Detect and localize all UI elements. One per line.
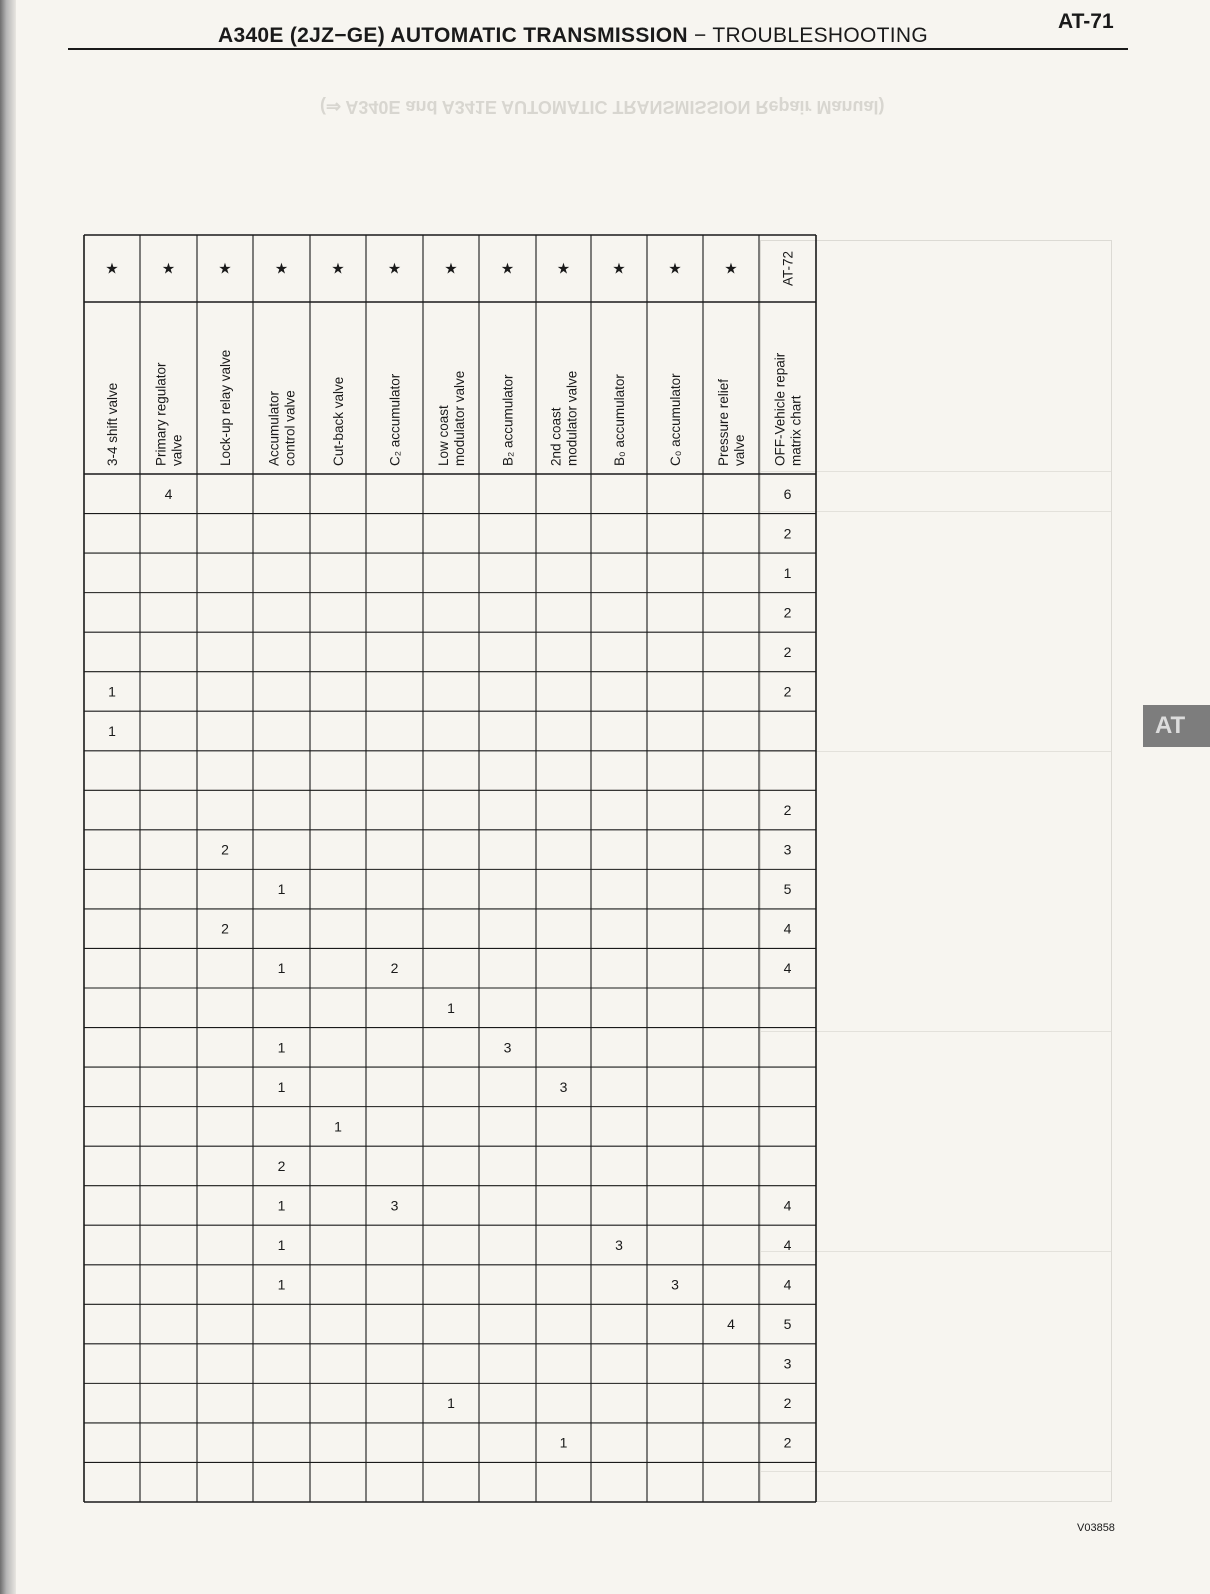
title-section: TROUBLESHOOTING bbox=[712, 24, 929, 47]
reference-page-label: AT-72 bbox=[780, 250, 796, 287]
matrix-cell-value: 1 bbox=[277, 1078, 286, 1095]
matrix-cell-value: 1 bbox=[783, 564, 792, 581]
column-header-label: C₀ accumulator bbox=[668, 373, 683, 466]
matrix-cell-value: 2 bbox=[390, 960, 399, 977]
star-marker: ★ bbox=[387, 259, 402, 278]
column-header-label: B₂ accumulator bbox=[500, 374, 516, 466]
matrix-cell-value: 3 bbox=[783, 1355, 792, 1372]
title-dash: − bbox=[687, 24, 713, 47]
section-tab-at: AT bbox=[1143, 705, 1210, 747]
matrix-cell-value: 2 bbox=[783, 683, 792, 700]
column-header-label: Low coast bbox=[436, 405, 451, 466]
star-marker: ★ bbox=[161, 259, 176, 278]
matrix-cell-value: 3 bbox=[503, 1039, 512, 1056]
matrix-cell-value: 1 bbox=[277, 1276, 286, 1293]
star-marker: ★ bbox=[668, 259, 682, 278]
star-marker: ★ bbox=[105, 259, 119, 278]
matrix-cell-value: 2 bbox=[221, 841, 229, 858]
star-marker: ★ bbox=[556, 259, 571, 278]
page-number: AT-71 bbox=[1058, 10, 1114, 33]
matrix-cell-value: 4 bbox=[783, 1197, 792, 1214]
matrix-cell-value: 1 bbox=[447, 1395, 455, 1412]
star-marker: ★ bbox=[274, 259, 289, 278]
matrix-cell-value: 4 bbox=[164, 485, 173, 502]
matrix-cell-value: 4 bbox=[783, 960, 792, 977]
matrix-cell-value: 1 bbox=[559, 1434, 568, 1451]
column-header-label: modulator valve bbox=[564, 370, 580, 466]
star-marker: ★ bbox=[724, 259, 738, 278]
matrix-cell-value: 1 bbox=[277, 881, 286, 898]
bleed-through-text: (⇒ A340E and A341E AUTOMATIC TRANSMISSION Repair Manual) bbox=[320, 97, 885, 117]
column-header-label: modulator valve bbox=[452, 370, 467, 466]
matrix-cell-value: 2 bbox=[783, 1434, 792, 1451]
column-header-label: control valve bbox=[282, 390, 298, 466]
matrix-cell-value: 2 bbox=[783, 1395, 792, 1412]
matrix-cell-value: 5 bbox=[783, 881, 792, 898]
matrix-cell-value: 1 bbox=[277, 1039, 286, 1056]
matrix-cell-value: 4 bbox=[727, 1316, 735, 1333]
column-header-label: OFF-Vehicle repair bbox=[772, 352, 788, 466]
matrix-cell-value: 1 bbox=[108, 683, 116, 700]
matrix-cell-value: 2 bbox=[277, 1157, 286, 1174]
star-marker: ★ bbox=[331, 259, 345, 278]
matrix-cell-value: 1 bbox=[277, 960, 286, 977]
matrix-cell-value: 4 bbox=[783, 920, 792, 937]
matrix-cell-value: 5 bbox=[783, 1316, 792, 1333]
column-header-label: Cut-back valve bbox=[331, 376, 346, 466]
matrix-cell-value: 3 bbox=[783, 841, 792, 858]
matrix-cell-value: 4 bbox=[783, 1276, 792, 1293]
star-marker: ★ bbox=[218, 259, 232, 278]
matrix-cell-value: 3 bbox=[559, 1078, 568, 1095]
column-header-label: C₂ accumulator bbox=[387, 373, 403, 466]
star-marker: ★ bbox=[444, 259, 458, 278]
matrix-cell-value: 3 bbox=[671, 1276, 679, 1293]
matrix-cell-value: 1 bbox=[277, 1237, 286, 1253]
matrix-cell-value: 3 bbox=[390, 1197, 399, 1214]
column-header-label: Lock-up relay valve bbox=[218, 349, 233, 466]
column-header-label: valve bbox=[169, 434, 185, 466]
matrix-cell-value: 1 bbox=[447, 999, 455, 1016]
matrix-cell-value: 2 bbox=[783, 525, 792, 542]
matrix-cell-value: 1 bbox=[277, 1197, 286, 1214]
star-marker: ★ bbox=[612, 259, 626, 278]
matrix-cell-value: 2 bbox=[783, 802, 792, 819]
matrix-cell-value: 2 bbox=[221, 920, 229, 937]
matrix-cell-value: 1 bbox=[334, 1118, 342, 1135]
column-header-label: Primary regulator bbox=[153, 362, 169, 466]
column-header-label: B₀ accumulator bbox=[612, 374, 627, 466]
figure-code: V03858 bbox=[1077, 1522, 1115, 1534]
matrix-cell-value: 2 bbox=[783, 604, 792, 621]
matrix-cell-value: 6 bbox=[783, 485, 792, 502]
title-main: A340E (2JZ−GE) AUTOMATIC TRANSMISSION bbox=[218, 24, 688, 47]
column-header-label: matrix chart bbox=[788, 395, 804, 466]
matrix-cell-value: 2 bbox=[783, 643, 792, 660]
matrix-cell-value: 3 bbox=[615, 1237, 623, 1253]
matrix-cell-value: 1 bbox=[108, 723, 116, 739]
column-header-label: Accumulator bbox=[266, 390, 282, 466]
column-header-label: 2nd coast bbox=[548, 407, 564, 466]
column-header-label: 3-4 shift valve bbox=[105, 382, 120, 466]
matrix-cell-value: 4 bbox=[783, 1237, 792, 1253]
column-header-label: Pressure relief bbox=[716, 378, 731, 466]
star-marker: ★ bbox=[500, 259, 515, 278]
column-header-label: valve bbox=[732, 434, 747, 466]
